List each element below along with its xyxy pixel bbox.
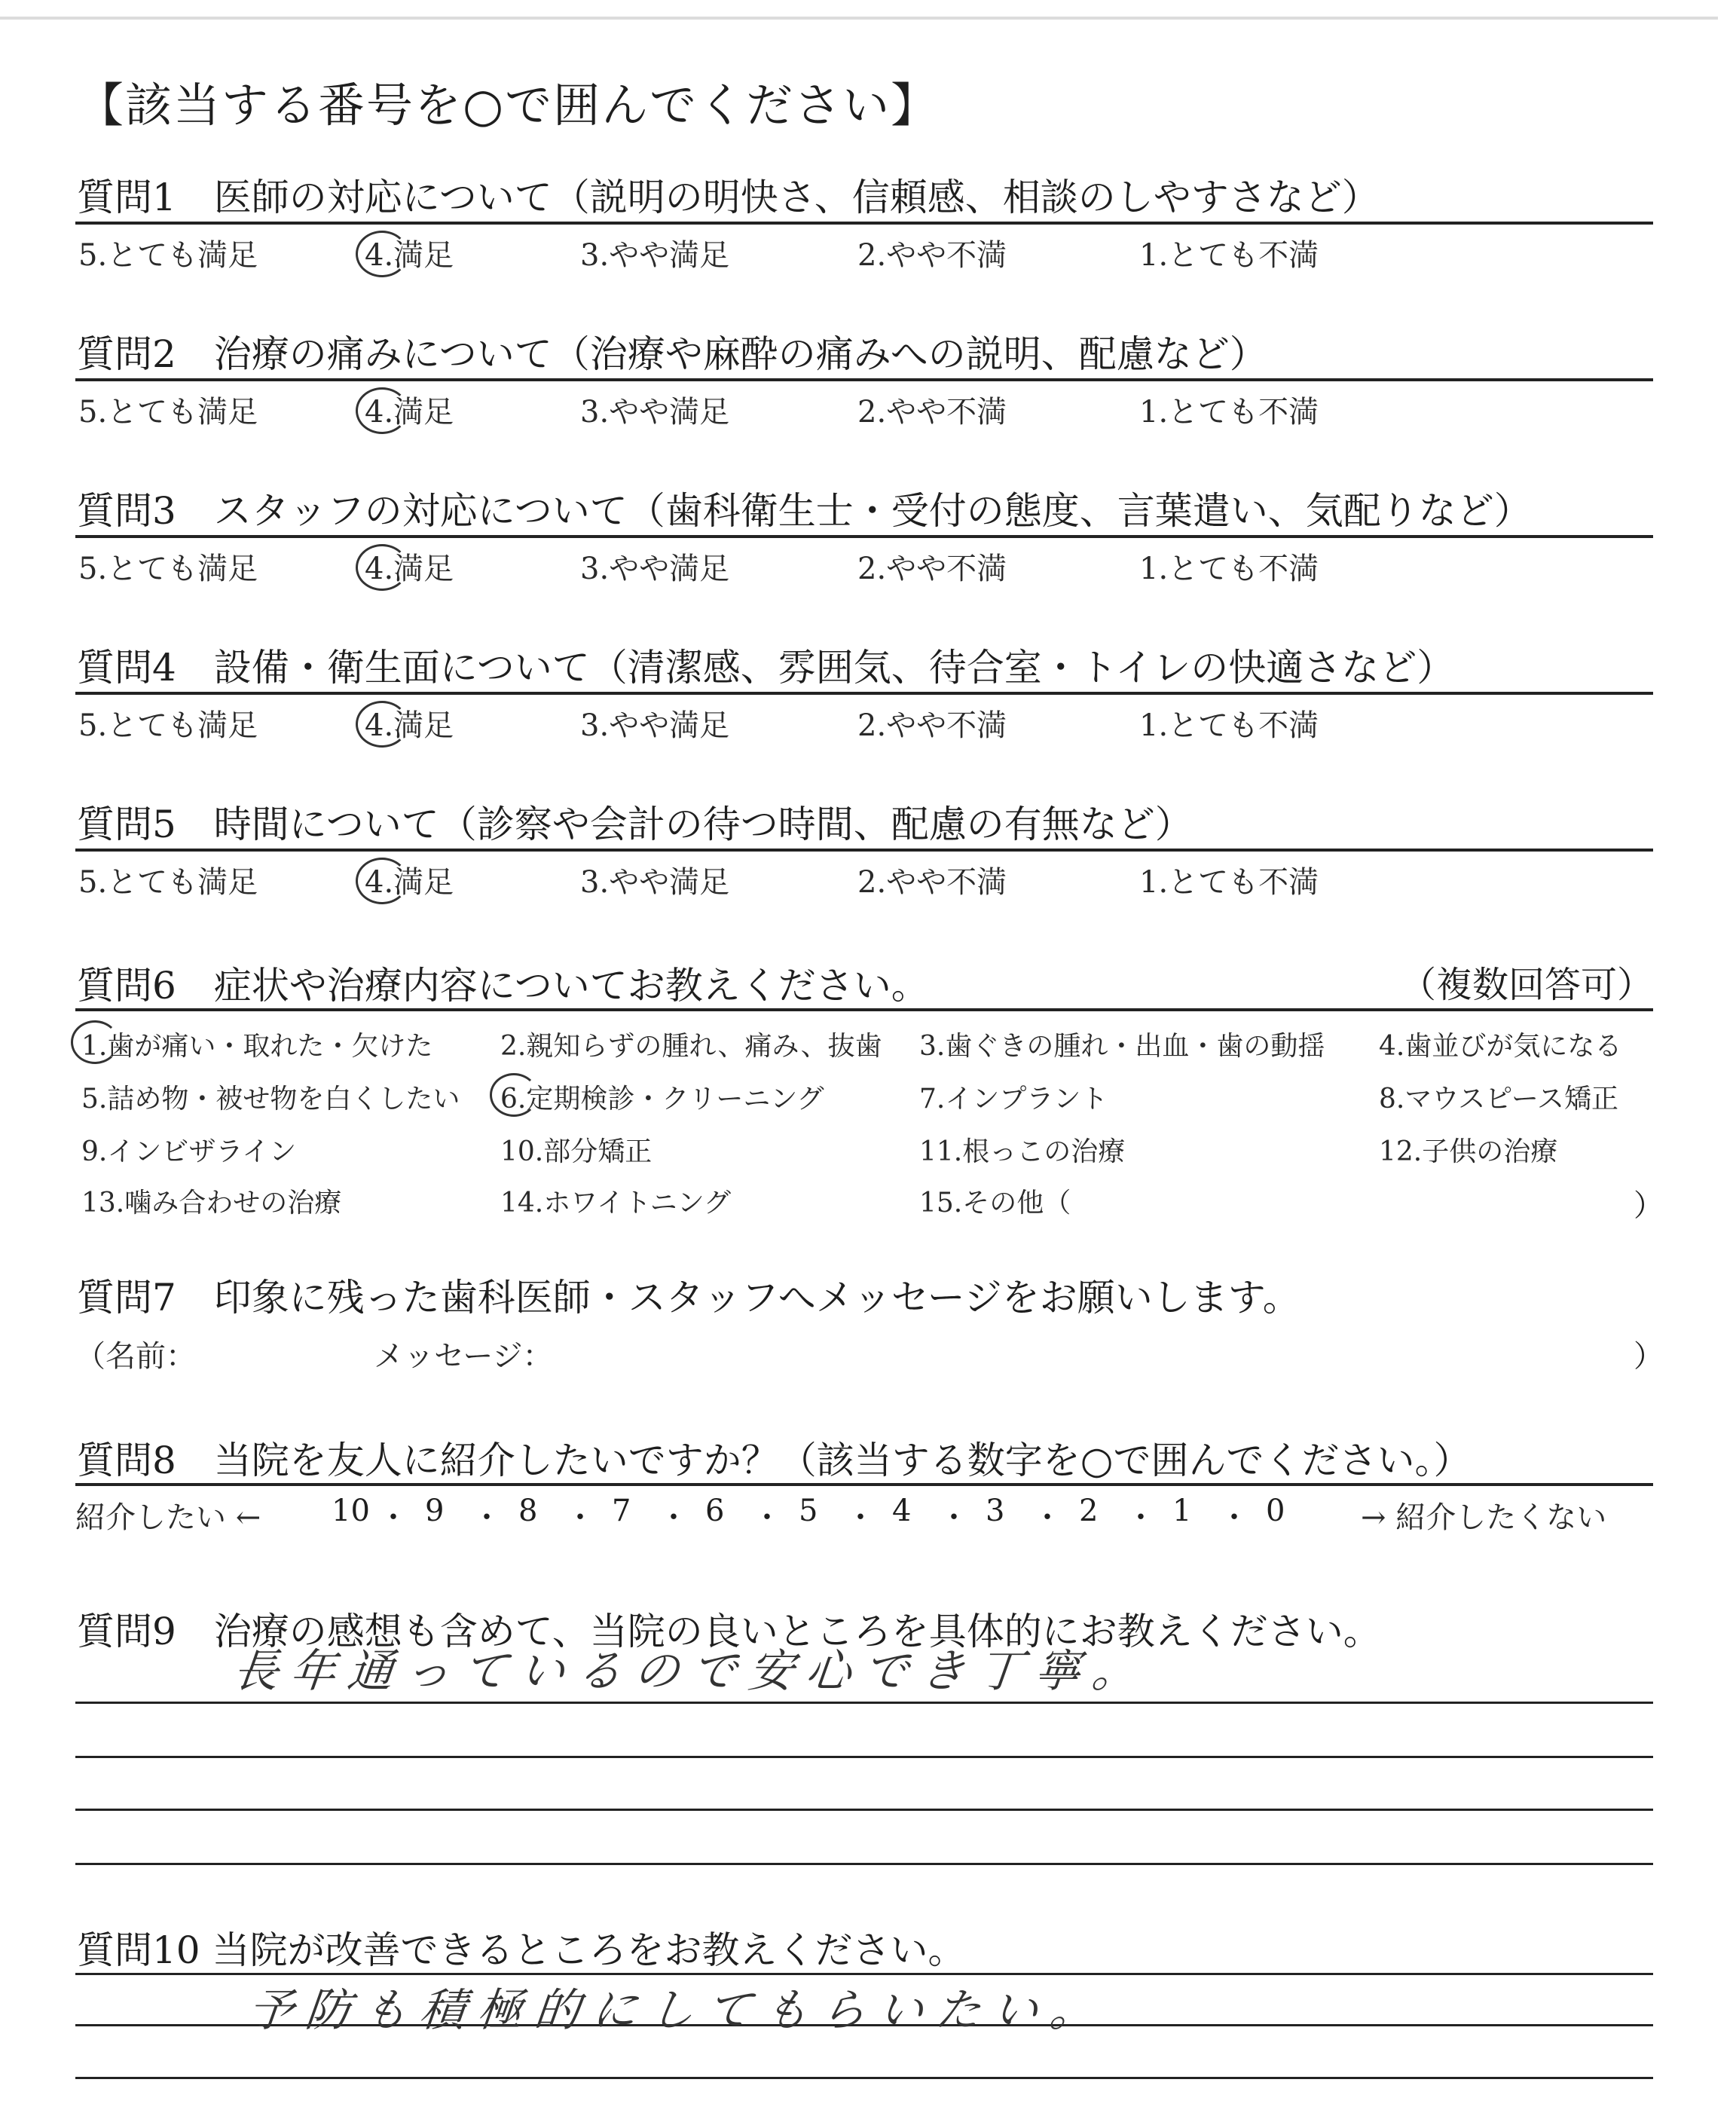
q6-option-9: 9.インビザライン: [81, 1136, 297, 1167]
q1-option-4: 4.満足: [365, 238, 454, 273]
q8-scale-separator: ・: [752, 1500, 782, 1535]
q8-scale-6: 6: [705, 1494, 725, 1528]
q4-option-1: 1.とても不満: [1139, 708, 1319, 743]
q4-option-4: 4.満足: [365, 708, 454, 743]
q9-line-2: [75, 1756, 1653, 1758]
q7-title: 質問7 印象に残った歯科医師・スタッフへメッセージをお願いします。: [77, 1276, 1300, 1320]
q3-option-4: 4.満足: [365, 552, 454, 586]
q5-option-3: 3.やや満足: [580, 865, 730, 900]
scan-top-edge: [0, 17, 1718, 20]
q2-selection-circle: [356, 387, 408, 434]
q6-option-8: 8.マウスピース矯正: [1379, 1084, 1619, 1115]
q6-title: 質問6 症状や治療内容についてお教えください。: [77, 964, 929, 1008]
q3-option-1: 1.とても不満: [1139, 552, 1319, 586]
q2-option-2: 2.やや不満: [857, 395, 1007, 430]
q10-title: 質問10 当院が改善できるところをお教えください。: [77, 1928, 966, 1972]
q6-option-5: 5.詰め物・被せ物を白くしたい: [81, 1084, 460, 1115]
q8-scale-separator: ・: [1219, 1500, 1249, 1535]
q4-rule: [75, 692, 1653, 695]
q8-scale-9: 9: [425, 1494, 445, 1528]
q2-option-1: 1.とても不満: [1139, 395, 1319, 430]
q9-line-4: [75, 1863, 1653, 1865]
q3-option-5: 5.とても満足: [78, 552, 258, 586]
q2-title: 質問2 治療の痛みについて（治療や麻酔の痛みへの説明、配慮など）: [77, 332, 1267, 376]
q5-option-5: 5.とても満足: [78, 865, 258, 900]
q6-option-6: 6.定期検診・クリーニング: [500, 1084, 824, 1115]
q8-scale-separator: ・: [565, 1500, 595, 1535]
q3-option-2: 2.やや不満: [857, 552, 1007, 586]
q1-rule: [75, 222, 1653, 225]
q9-line-1: [75, 1702, 1653, 1704]
q8-scale-separator: ・: [939, 1500, 969, 1535]
q8-scale-3: 3: [986, 1494, 1005, 1528]
q8-scale-8: 8: [518, 1494, 538, 1528]
q8-scale-separator: ・: [1032, 1500, 1062, 1535]
q6-selection-circle: [490, 1073, 538, 1117]
q6-option-13: 13.噛み合わせの治療: [81, 1188, 342, 1219]
q6-other-close: ）: [1634, 1188, 1664, 1223]
q8-title: 質問8 当院を友人に紹介したいですか？（該当する数字を○で囲んでください。）: [77, 1439, 1472, 1482]
q6-option-7: 7.インプラント: [919, 1084, 1108, 1115]
q4-option-3: 3.やや満足: [580, 708, 730, 743]
q6-option-12: 12.子供の治療: [1379, 1136, 1558, 1167]
q8-scale-5: 5: [799, 1494, 818, 1528]
q5-option-1: 1.とても不満: [1139, 865, 1319, 900]
q2-option-4: 4.満足: [365, 395, 454, 430]
q6-multiple-note: （複数回答可）: [1399, 964, 1653, 1006]
q3-selection-circle: [356, 544, 408, 591]
q2-option-5: 5.とても満足: [78, 395, 258, 430]
q6-option-10: 10.部分矯正: [500, 1136, 653, 1167]
q1-title: 質問1 医師の対応について（説明の明快さ、信頼感、相談のしやすさなど）: [77, 176, 1380, 219]
q9-line-3: [75, 1809, 1653, 1811]
q7-message-label: メッセージ：: [374, 1339, 553, 1374]
q6-option-1: 1.歯が痛い・取れた・欠けた: [81, 1031, 433, 1062]
q8-rule: [75, 1483, 1653, 1486]
q6-option-11: 11.根っこの治療: [919, 1136, 1126, 1167]
q1-selection-circle: [356, 231, 408, 277]
q3-option-3: 3.やや満足: [580, 552, 730, 586]
q8-scale-7: 7: [612, 1494, 631, 1528]
q2-rule: [75, 378, 1653, 381]
q8-right-label: → 紹介したくない: [1361, 1500, 1607, 1535]
q8-scale-0: 0: [1266, 1494, 1285, 1528]
q6-selection-circle: [71, 1020, 119, 1064]
q6-rule: [75, 1008, 1653, 1011]
q5-rule: [75, 849, 1653, 852]
q7-close: ）: [1634, 1339, 1664, 1374]
q8-scale-separator: ・: [378, 1500, 408, 1535]
q5-option-2: 2.やや不満: [857, 865, 1007, 900]
q3-rule: [75, 535, 1653, 538]
q4-option-5: 5.とても満足: [78, 708, 258, 743]
q8-scale-separator: ・: [659, 1500, 689, 1535]
q6-option-2: 2.親知らずの腫れ、痛み、抜歯: [500, 1031, 882, 1062]
form-heading: 【該当する番号を○で囲んでください】: [77, 78, 940, 133]
q1-option-1: 1.とても不満: [1139, 238, 1319, 273]
q4-selection-circle: [356, 701, 408, 748]
q5-title: 質問5 時間について（診察や会計の待つ時間、配慮の有無など）: [77, 803, 1193, 846]
q7-name-label: （名前：: [75, 1339, 196, 1374]
q3-title: 質問3 スタッフの対応について（歯科衛生士・受付の態度、言葉遣い、気配りなど）: [77, 489, 1532, 533]
q6-option-14: 14.ホワイトニング: [500, 1188, 732, 1219]
q1-option-2: 2.やや不満: [857, 238, 1007, 273]
q8-scale-2: 2: [1079, 1494, 1099, 1528]
q1-option-5: 5.とても満足: [78, 238, 258, 273]
q8-scale-separator: ・: [845, 1500, 876, 1535]
q10-line-3: [75, 2077, 1653, 2079]
q8-scale-4: 4: [892, 1494, 912, 1528]
q4-title: 質問4 設備・衛生面について（清潔感、雰囲気、待合室・トイレの快適さなど）: [77, 646, 1455, 690]
q9-handwritten-answer: 長年通っているので安心でき丁寧。: [230, 1645, 1153, 1698]
q9-title: 質問9 治療の感想も含めて、当院の良いところを具体的にお教えください。: [77, 1610, 1381, 1653]
q10-handwritten-answer: 予防も積極的にしてもらいたい。: [245, 1984, 1111, 2037]
q5-selection-circle: [356, 858, 408, 904]
q2-option-3: 3.やや満足: [580, 395, 730, 430]
q6-option-15: 15.その他（: [919, 1188, 1071, 1219]
q8-scale-1: 1: [1172, 1494, 1192, 1528]
q8-scale-10: 10: [332, 1494, 370, 1528]
q6-option-3: 3.歯ぐきの腫れ・出血・歯の動揺: [919, 1031, 1325, 1062]
q8-scale-separator: ・: [472, 1500, 502, 1535]
q4-option-2: 2.やや不満: [857, 708, 1007, 743]
q5-option-4: 4.満足: [365, 865, 454, 900]
q8-left-label: 紹介したい ←: [75, 1500, 261, 1535]
q6-option-4: 4.歯並びが気になる: [1379, 1031, 1622, 1062]
q1-option-3: 3.やや満足: [580, 238, 730, 273]
q8-scale-separator: ・: [1126, 1500, 1156, 1535]
